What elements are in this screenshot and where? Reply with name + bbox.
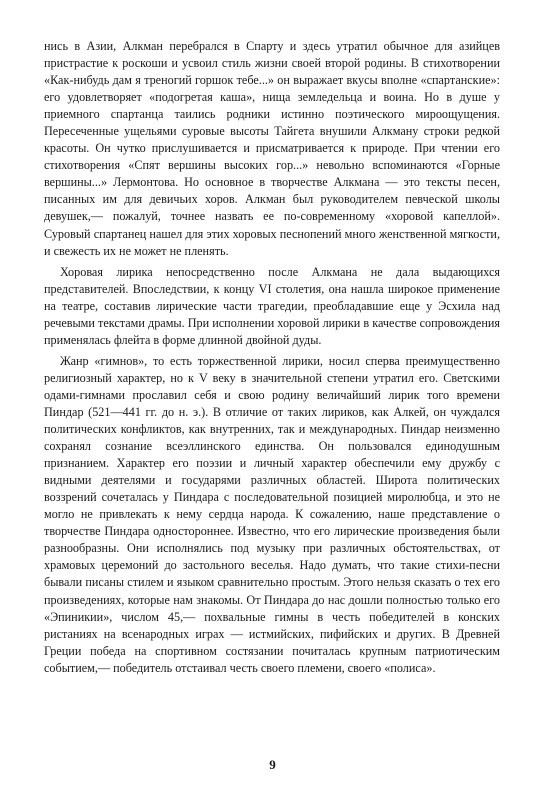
page-number: 9 [269, 757, 276, 772]
paragraph-alkman: нись в Азии, Алкман перебрался в Спарту и здесь утратил обычное для азийцев пристрастие к роскоши и усвоил стиль жизни своей второй родины. В стихотворении «Как-нибудь дам я треногий горшок тебе...» он выражает вкусы вполне «спартанские»: его удовлетворяет «подогретая каша», нища земледельца и воина. Но в душе у приемного спартанца таились родники истинно поэтического мироощущения. Пересеченные ущельями суровые высоты Тайгета внушили Алкману строки редкой красоты. Он чутко прислушивается и присматривается к природе. При чтении его стихотворения «Спят вершины высоких гор...» невольно вспоминаются «Горные вершины...» Лермонтова. Но основное в творчестве Алкмана — это тексты песен, писанных им для девичьих хоров. Алкман был руководителем певческой школы девушек,— пожалуй, точнее назвать ее по-современному «хоровой капеллой». Суровый спартанец нашел для этих хоровых песнопений много женственной мягкости, и свежесть их не может не пленять. [44, 39, 500, 258]
paragraph-choral-lyric: Хоровая лирика непосредственно после Алкмана не дала выдающихся представителей. Впоследствии, к концу VI столетия, она нашла широкое применение на театре, составив лирические части трагедии, преобладавшие еще у Эсхила над речевыми текстами драмы. При исполнении хоровой лирики в качестве сопровождения применялась флейта в форме длинной двойной дуды. [44, 264, 500, 347]
page-body [44, 38, 500, 750]
paragraph-hymns-pindar: Жанр «гимнов», то есть торжественной лирики, носил сперва преимущественно религиозный характер, но к V веку в значительной степени утратил его. Светскими одами-гимнами прославил себя и свою родину величайший лирик того времени Пиндар (521—441 гг. до н. э.). В отличие от таких лириков, как Алкей, он чуждался политических конфликтов, как внутренних, так и международных. Пиндар неизменно сохранял сознание всеэллинского единства. Он пользовался единодушным признанием. Характер его поэзии и личный характер обеспечили ему дружбу с видными деятелями и государями различных областей. Широта политических воззрений сочеталась у Пиндара с последовательной позицией миролюбца, и это не могло не привлекать к нему сердца народа. К сожалению, наше представление о творчестве Пиндара одностороннее. Известно, что его лирические произведения были разнообразны. Они исполнялись под музыку при различных обстоятельствах, от храмовых церемоний до застольного веселья. Надо думать, что такие стихи-песни бывали писаны стилем и языком сравнительно простым. Этого нельзя сказать о тех его произведениях, которые нам знакомы. От Пиндара до нас дошли полностью только его «Эпиникии», числом 45,— похвальные гимны в честь победителей в конских ристаниях на всенародных играх — истмийских, пифийских и других. В Древней Греции победа на спортивном состязании почиталась крупным патриотическим событием,— победитель отстаивал честь своего племени, своего «полиса». [44, 353, 500, 675]
